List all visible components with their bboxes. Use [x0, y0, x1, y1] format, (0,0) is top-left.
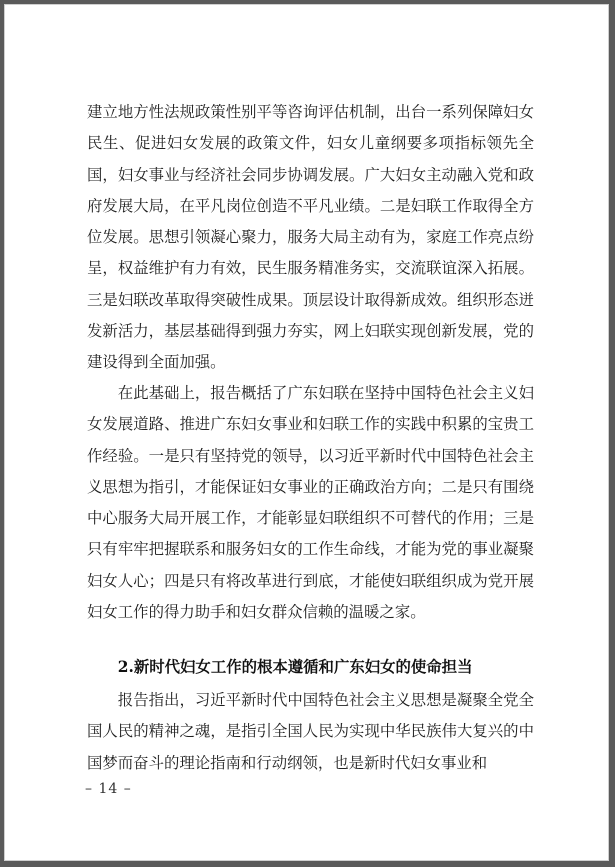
paragraph-2: 在此基础上，报告概括了广东妇联在坚持中国特色社会主义妇女发展道路、推进广东妇女事业和妇联工作的实践中积累的宝贵工作经验。一是只有坚持党的领导，以习近平新时代中国特色社会主义思想为指引，才能保证妇女事业的正确政治方向；二是只有围绕中心服务大局开展工作，才能彰显妇联组织不可替代的作用；三是只有牢牢把握联系和服务妇女的工作生命线，才能为党的事业凝聚妇女人心；四是只有将改革进行到底，才能使妇联组织成为党开展妇女工作的得力助手和妇女群众信赖的温暖之家。 — [87, 384, 534, 622]
page-number: – 14 – — [85, 781, 132, 797]
section-heading: 2.新时代妇女工作的根本遵循和广东妇女的使命担当 — [117, 658, 473, 676]
document-page — [4, 4, 609, 861]
paragraph-3: 报告指出，习近平新时代中国特色社会主义思想是凝聚全党全国人民的精神之魂，是指引全国人民为实现中华民族伟大复兴的中国梦而奋斗的理论指南和行动纲领，也是新时代妇女事业和 — [87, 691, 534, 772]
paragraph-1: 建立地方性法规政策性别平等咨询评估机制，出台一系列保障妇女民生、促进妇女发展的政策文件，妇女儿童纲要多项指标领先全国，妇女事业与经济社会同步协调发展。广大妇女主动融入党和政府发展大局，在平凡岗位创造不平凡业绩。二是妇联工作取得全方位发展。思想引领凝心聚力，服务大局主动有为，家庭工作亮点纷呈，权益维护有力有效，民生服务精准务实，交流联谊深入拓展。三是妇联改革取得突破性成果。顶层设计取得新成效。组织形态迸发新活力，基层基础得到强力夯实，网上妇联实现创新发展，党的建设得到全面加强。 — [87, 103, 534, 372]
